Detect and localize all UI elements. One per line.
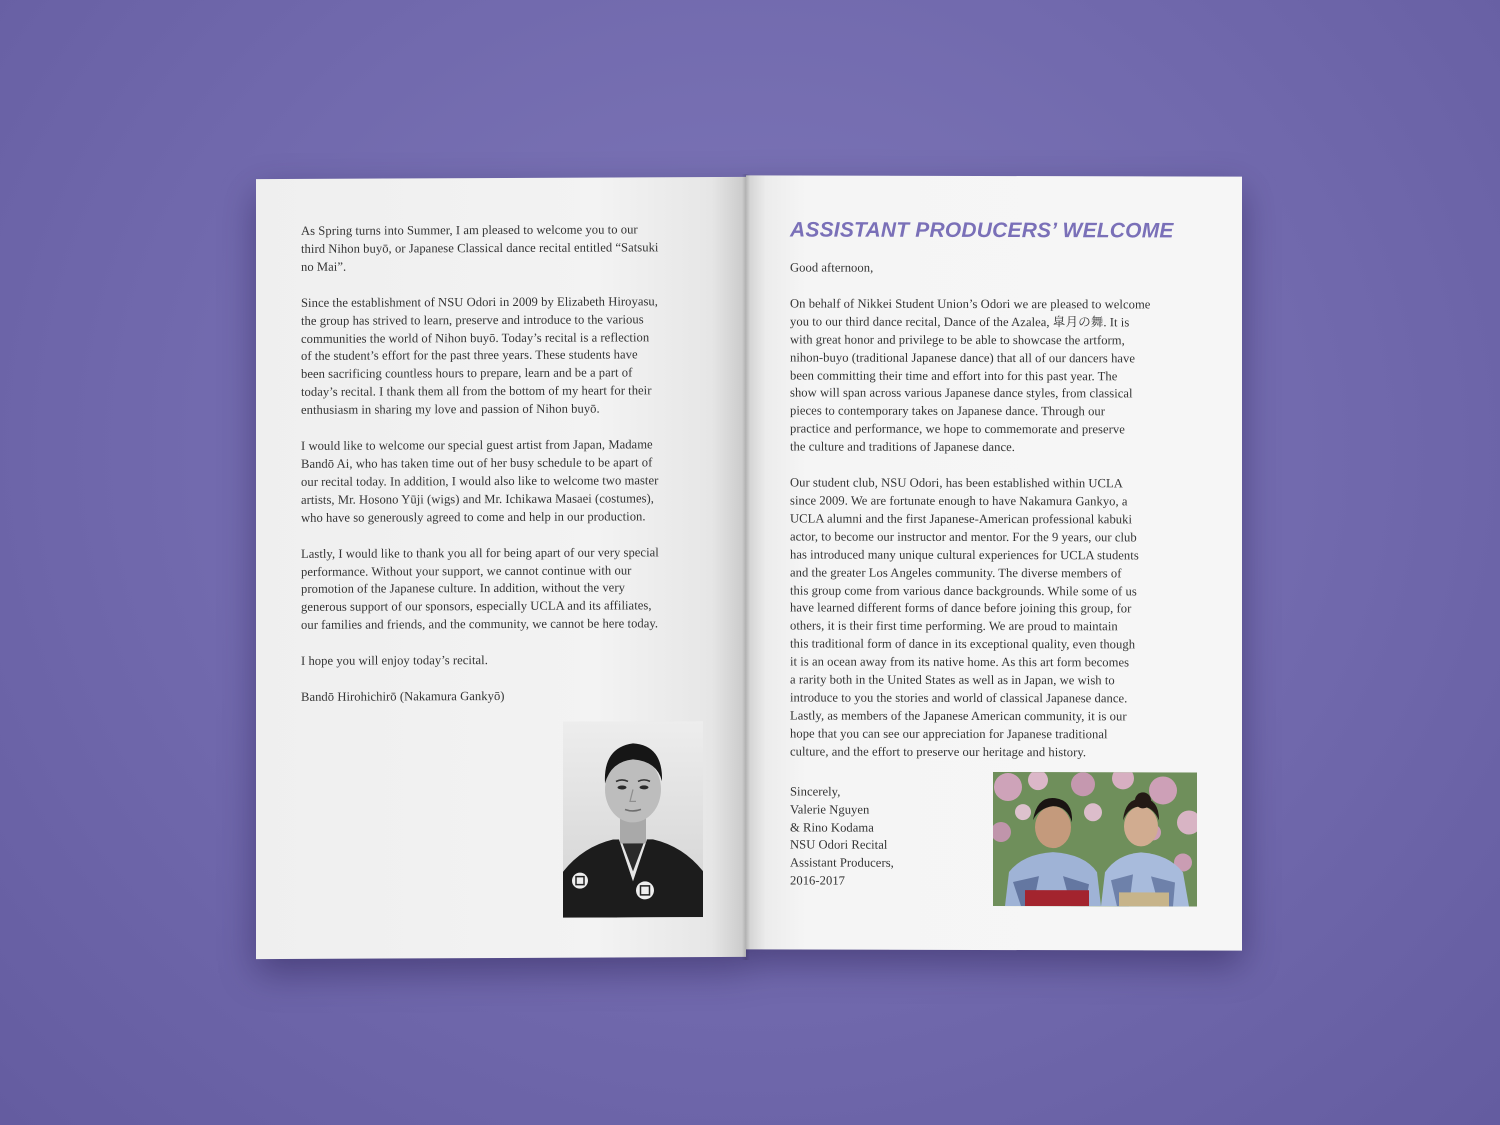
assistant-producers-photo	[993, 772, 1197, 907]
left-paragraph-2: Since the establishment of NSU Odori in 2009 by Elizabeth Hiroyasu, the group has strived to learn, preserve and introduce to the various communities the world of Nihon buyō. Today’s recital is a reflection of the student’s effort for the past three years. These students have been sacrificing countless hours to prepare, learn and be a part of today’s recital. I thank them all from the bottom of my heart for their enthusiasm in sharing my love and passion of Nihon buyō.	[301, 294, 658, 418]
left-paragraph-1: As Spring turns into Summer, I am pleased to welcome you to our third Nihon buyō, or Japanese Classical dance recital entitled “Satsuki no Mai”.	[301, 222, 659, 274]
right-paragraph-2: Our student club, NSU Odori, has been established within UCLA since 2009. We are fortunate enough to have Nakamura Gankyo, a UCLA alumni and the first Japanese-American professional kabuki actor, to become our instructor and mentor. For the 9 years, our club has introduced many unique cultural experiences for UCLA students and the greater Los Angeles community. The diverse members of this group come from various dance backgrounds. While some of us have learned different forms of dance before joining this group, for others, it is their first time performing. We are proud to maintain this traditional form of dance in its exceptional quality, even though it is an ocean away from its native home. As this art form becomes a rarity both in the United States as well as in Japan, we wish to introduce to you the stories and world of classical Japanese dance. Lastly, as members of the Japanese American community, it is our hope that you can see our appreciation for Japanese traditional culture, and the effort to preserve our heritage and history.	[790, 475, 1139, 759]
right-paragraph-1: On behalf of Nikkei Student Union’s Odori we are pleased to welcome you to our third dance recital, Dance of the Azalea, 皐月の舞. It is with great honor and privilege to be able to showcase the artform, nihon-buyo (traditional Japanese dance) that all of our dancers have been committing their time and effort into for this past year. The show will span across various Japanese dance styles, from classical pieces to contemporary takes on Japanese dance. Through our practice and performance, we hope to commemorate and preserve the culture and traditions of Japanese dance.	[790, 296, 1151, 455]
instructor-portrait-illustration	[563, 721, 703, 918]
left-paragraph-4: Lastly, I would like to thank you all for being apart of our very special performance. Without your support, we cannot continue with our promotion of the Japanese culture. In addition, without the very generous support of our sponsors, especially UCLA and its affiliates, our families and friends, and the community, we cannot be here today.	[301, 544, 659, 633]
greeting: Good afternoon,	[790, 260, 874, 275]
right-page	[746, 175, 1242, 950]
producers-signature: Sincerely, Valerie Nguyen & Rino Kodama NSU Odori Recital Assistant Producers, 2016-2017	[790, 784, 894, 888]
section-heading: ASSISTANT PRODUCERS’ WELCOME	[790, 218, 1174, 243]
left-paragraph-5: I hope you will enjoy today’s recital.	[301, 653, 488, 668]
left-page	[256, 177, 746, 959]
open-booklet	[256, 174, 1242, 960]
instructor-portrait-photo	[563, 721, 703, 918]
left-signature: Bandō Hirohichirō (Nakamura Gankyō)	[301, 689, 505, 704]
left-paragraph-3: I would like to welcome our special guest artist from Japan, Madame Bandō Ai, who has taken time out of her busy schedule to be apart of our recital today. In addition, I would also like to welcome two master artists, Mr. Hosono Yūji (wigs) and Mr. Ichikawa Masaei (costumes), who have so generously agreed to come and help in our production.	[301, 437, 659, 525]
assistant-producers-illustration	[993, 772, 1197, 907]
